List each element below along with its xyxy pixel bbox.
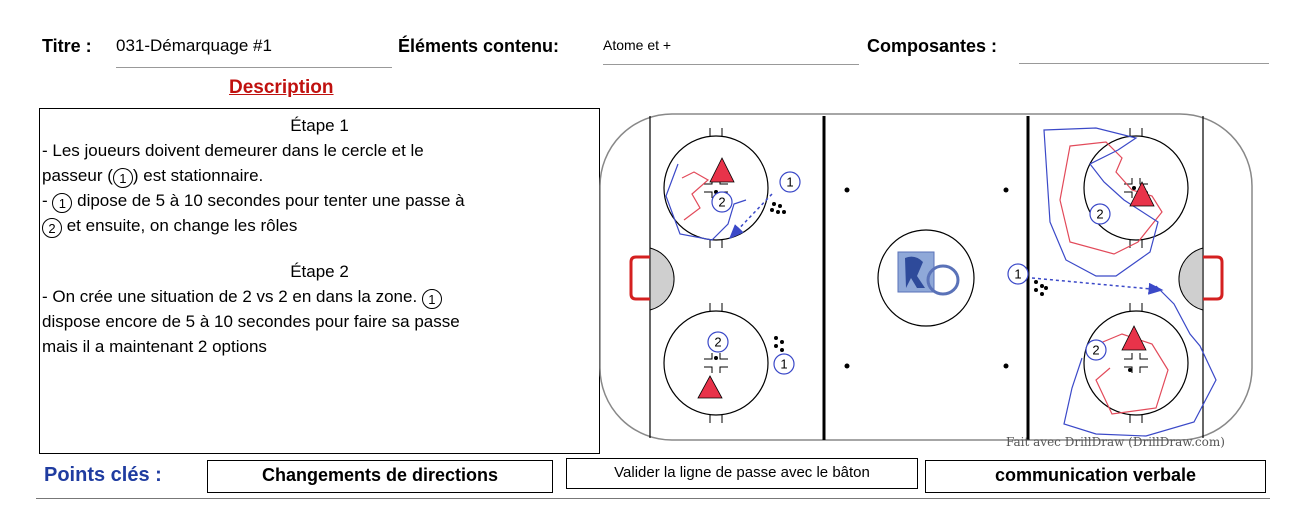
step1-title: Étape 1 — [290, 116, 349, 135]
title-label: Titre : — [42, 36, 92, 56]
player-1-icon: 1 — [113, 168, 133, 188]
player-1-icon: 1 — [422, 289, 442, 309]
text: dipose de 5 à 10 secondes pour tenter une passe à — [72, 191, 465, 210]
player-label: 2 — [714, 334, 722, 350]
points-cles-label: Points clés : — [44, 464, 162, 486]
elements-label: Éléments contenu: — [398, 36, 560, 56]
description-box[interactable] — [39, 108, 600, 454]
player-label: 2 — [1092, 342, 1100, 358]
player-2-icon: 2 — [42, 218, 62, 238]
key-point-2[interactable]: Valider la ligne de passe avec le bâton — [566, 458, 918, 489]
step1-line4 — [42, 213, 597, 238]
player-2-marker — [1090, 204, 1110, 224]
player-1-marker — [774, 354, 794, 374]
text: passeur ( — [42, 166, 113, 185]
text: - — [42, 191, 53, 210]
composantes-field[interactable] — [1019, 36, 1269, 64]
step2-line3: mais il a maintenant 2 options — [42, 337, 267, 356]
composantes-label: Composantes : — [867, 36, 998, 56]
text: et ensuite, on change les rôles — [62, 216, 298, 235]
bottom-divider — [36, 498, 1270, 499]
rink-diagram[interactable] — [596, 108, 1276, 454]
key-point-3[interactable]: communication verbale — [925, 460, 1266, 493]
step1-line1: - Les joueurs doivent demeurer dans le cercle et le — [42, 141, 424, 160]
step1-line2 — [42, 163, 597, 188]
player-label: 1 — [786, 174, 794, 190]
player-1-marker — [1008, 264, 1028, 284]
player-label: 1 — [780, 356, 788, 372]
description-heading: Description — [229, 77, 334, 98]
faceoff-dot — [845, 364, 850, 369]
faceoff-dot — [1004, 364, 1009, 369]
step2-line2: dispose encore de 5 à 10 secondes pour faire sa passe — [42, 312, 460, 331]
faceoff-dot — [1004, 188, 1009, 193]
key-point-1[interactable]: Changements de directions — [207, 460, 553, 493]
drilldraw-credit: Fait avec DrillDraw (DrillDraw.com) — [1006, 435, 1225, 449]
spacer — [42, 238, 597, 259]
player-label: 2 — [1096, 206, 1104, 222]
title-field[interactable]: 031-Démarquage #1 — [116, 36, 392, 68]
faceoff-dot — [845, 188, 850, 193]
text: - On crée une situation de 2 vs 2 en dans la zone. — [42, 287, 422, 306]
player-label: 1 — [1014, 266, 1022, 282]
step2-line1 — [42, 284, 597, 309]
text: ) est stationnaire. — [132, 166, 264, 185]
step1-line3 — [42, 188, 597, 213]
player-2-marker — [712, 192, 732, 212]
elements-field[interactable]: Atome et + — [603, 36, 859, 65]
player-label: 2 — [718, 194, 726, 210]
step2-title: Étape 2 — [290, 262, 349, 281]
player-1-marker — [780, 172, 800, 192]
player-2-marker — [708, 332, 728, 352]
player-1-icon: 1 — [52, 193, 72, 213]
player-2-marker — [1086, 340, 1106, 360]
